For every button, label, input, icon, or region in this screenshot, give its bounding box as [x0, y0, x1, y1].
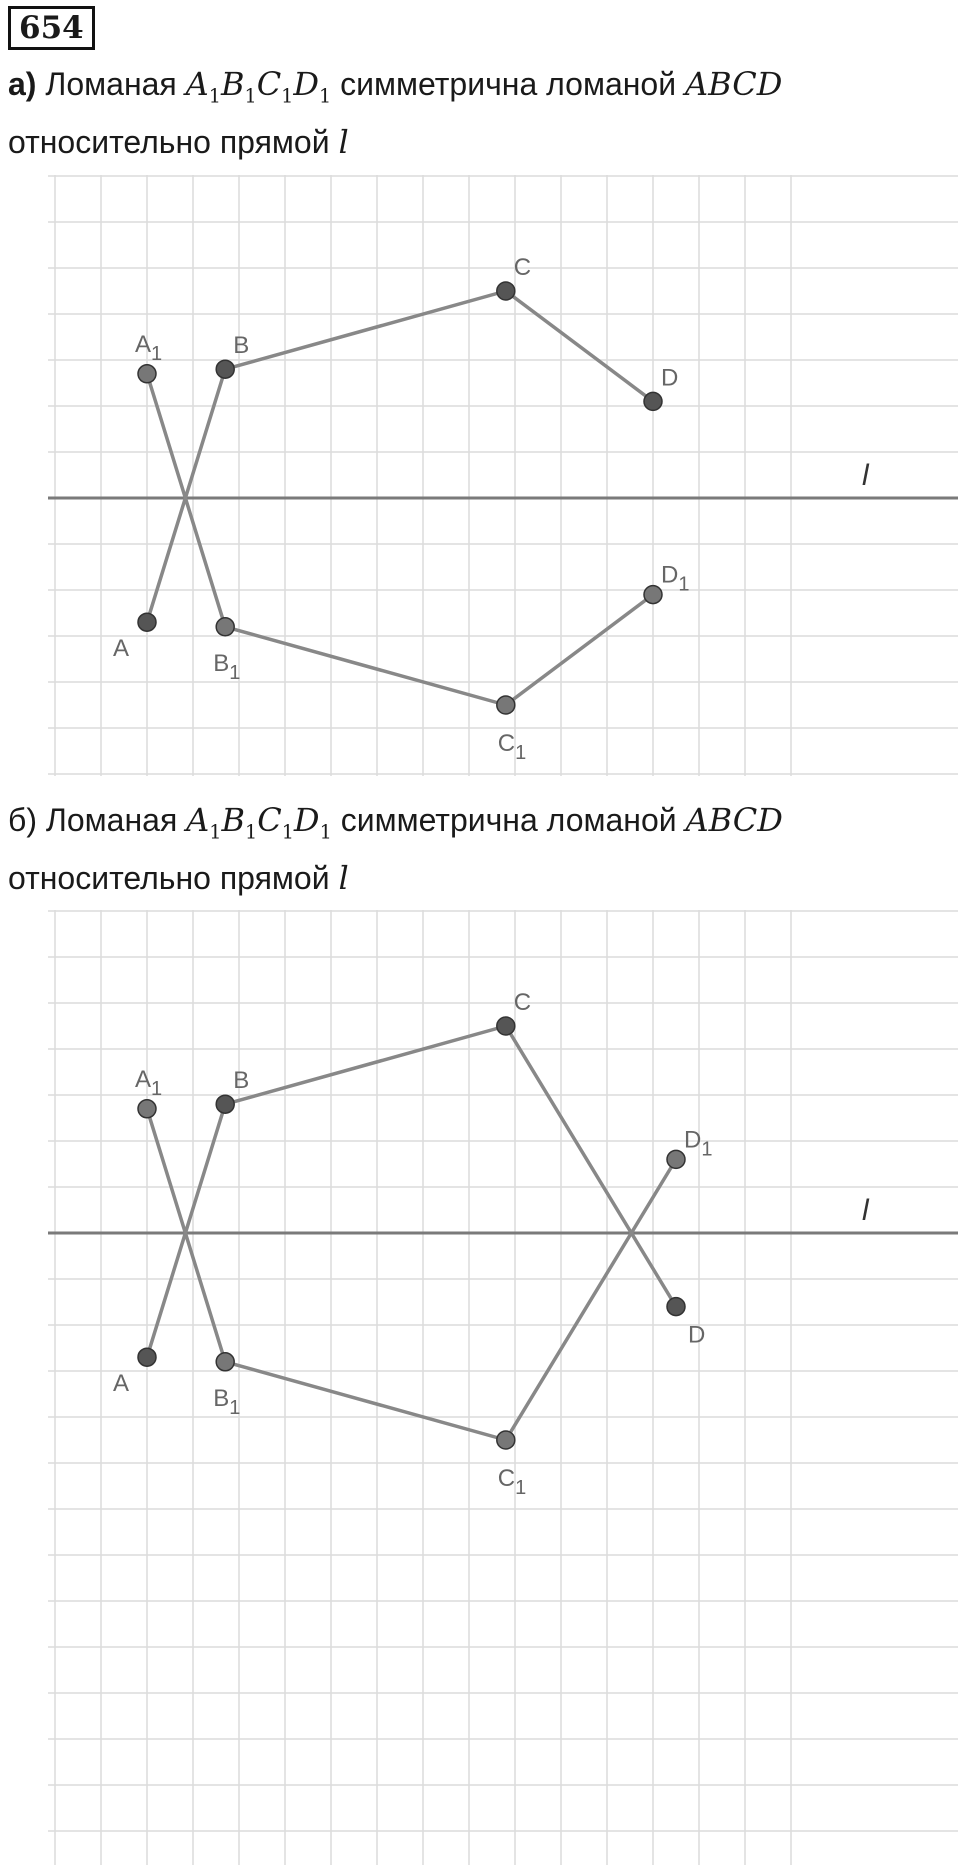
- part-b-relative-text: относительно прямой: [8, 860, 330, 896]
- point-d: [667, 1298, 685, 1316]
- part-a-polyline-a1b1c1d1: $A_1B_1C_1D_1$: [185, 65, 332, 108]
- polyline-abcd: [147, 291, 653, 622]
- point-d1: [667, 1150, 685, 1168]
- point-d: [644, 392, 662, 410]
- part-a-statement: [8, 64, 782, 116]
- part-b-symmetric-text: симметрична ломаной: [340, 802, 677, 838]
- point-label-c1: $C_1$: [497, 1465, 527, 1499]
- point-c: [497, 1017, 515, 1035]
- part-a-paren: ): [25, 66, 37, 102]
- point-label-b: B: [233, 1067, 250, 1095]
- part-b-polyline-abcd: ABCD: [685, 801, 783, 839]
- part-a-statement-line2: [8, 122, 349, 162]
- part-b-statement-line2: [8, 858, 349, 898]
- part-b-statement: [8, 800, 783, 852]
- point-c: [497, 282, 515, 300]
- part-b-letter: б: [8, 802, 27, 838]
- point-a1: [138, 365, 156, 383]
- part-a-symmetric-text: симметрична ломаной: [340, 66, 677, 102]
- part-a-polyline-abcd: ABCD: [684, 65, 783, 103]
- point-label-d: D: [661, 364, 679, 392]
- point-a: [138, 613, 156, 631]
- point-label-d1: $D_1$: [684, 1126, 713, 1161]
- point-label-b1: $B_1$: [213, 649, 241, 684]
- part-a-relative-text: относительно прямой: [8, 124, 330, 160]
- point-label-d1: $D_1$: [661, 561, 690, 596]
- point-a: [138, 1348, 156, 1366]
- point-b1: [216, 618, 234, 636]
- point-label-c1: $C_1$: [497, 730, 527, 764]
- figure-a: [0, 170, 960, 782]
- point-label-a: A: [113, 635, 130, 663]
- point-label-c: C: [513, 254, 532, 281]
- part-b-word-polyline: Ломаная: [45, 802, 178, 838]
- grid: [48, 175, 958, 776]
- point-b: [216, 1095, 234, 1113]
- part-a-line-name: l: [338, 123, 349, 161]
- point-label-d: D: [688, 1321, 706, 1349]
- point-c1: [497, 696, 515, 714]
- point-label-a: A: [113, 1370, 130, 1398]
- point-label-b: B: [233, 332, 250, 360]
- part-a-letter: а: [8, 66, 26, 102]
- part-b-paren: ): [26, 802, 37, 838]
- point-b: [216, 360, 234, 378]
- symmetry-line-label: l: [862, 459, 869, 492]
- part-a-word-polyline: Ломаная: [45, 66, 177, 102]
- part-b-line-name: l: [338, 859, 349, 897]
- polyline-abcd: [147, 1026, 676, 1357]
- point-b1: [216, 1353, 234, 1371]
- point-a1: [138, 1100, 156, 1118]
- figure-b: [0, 905, 960, 1873]
- point-d1: [644, 586, 662, 604]
- part-b-polyline-a1b1c1d1: $A_1B_1C_1D_1$: [186, 801, 332, 844]
- problem-number: 654: [8, 6, 95, 50]
- point-c1: [497, 1431, 515, 1449]
- point-label-c: C: [513, 989, 532, 1016]
- point-label-a1: $A_1$: [135, 330, 163, 365]
- point-label-b1: $B_1$: [213, 1384, 241, 1419]
- point-label-a1: $A_1$: [135, 1065, 163, 1100]
- grid: [48, 910, 958, 1865]
- symmetry-line-label: l: [862, 1194, 869, 1227]
